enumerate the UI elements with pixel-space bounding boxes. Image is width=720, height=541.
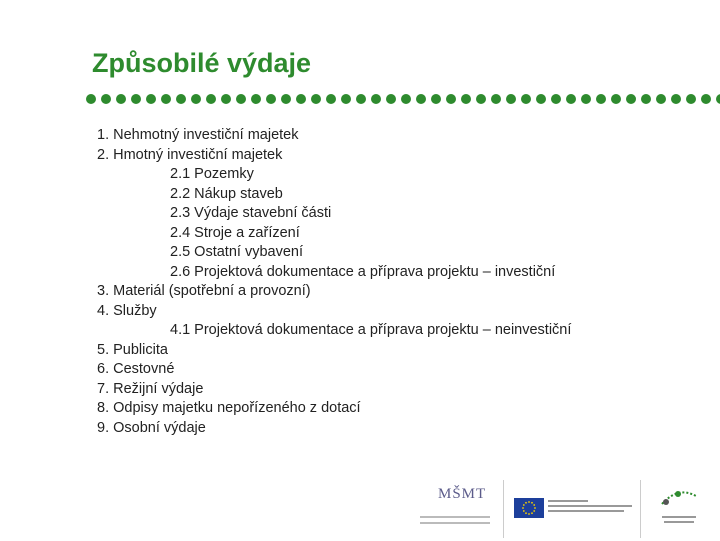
list-item: 2.5 Ostatní vybavení	[170, 244, 303, 260]
list-item: 1. Nehmotný investiční majetek	[97, 127, 299, 143]
eu-flag-icon	[514, 498, 544, 518]
list-item: 9. Osobní výdaje	[97, 419, 206, 436]
divider-dot	[476, 94, 486, 104]
divider-dot	[266, 94, 276, 104]
divider-dot	[521, 94, 531, 104]
divider-dot	[566, 94, 576, 104]
divider-dot	[551, 94, 561, 104]
divider-dot	[716, 94, 720, 104]
divider-dot	[386, 94, 396, 104]
eu-fund-text	[548, 500, 633, 515]
list-item: 6. Cestovné	[97, 361, 175, 377]
divider-dot	[371, 94, 381, 104]
list-item: 8. Odpisy majetku nepořízeného z dotací	[97, 400, 361, 416]
divider-dot	[446, 94, 456, 104]
expense-list	[97, 126, 571, 438]
divider-dot	[611, 94, 621, 104]
op-vpk-logo-icon	[652, 482, 704, 536]
list-item: 2.4 Stroje a zařízení	[170, 224, 300, 241]
divider-dot	[116, 94, 126, 104]
divider-dot	[236, 94, 246, 104]
divider-dot	[146, 94, 156, 104]
list-item: 2. Hmotný investiční majetek	[97, 146, 283, 163]
separator	[640, 480, 641, 538]
divider-dot	[326, 94, 336, 104]
slide-title: Způsobilé výdaje	[92, 48, 312, 78]
divider-dot	[461, 94, 471, 104]
separator	[503, 480, 504, 538]
divider-dot	[161, 94, 171, 104]
divider-dot	[491, 94, 501, 104]
list-item: 2.3 Výdaje stavební části	[170, 205, 332, 221]
list-item: 3. Materiál (spotřební a provozní)	[97, 283, 311, 299]
msmt-logo-icon	[418, 486, 492, 532]
divider-dot	[206, 94, 216, 104]
divider-dot	[221, 94, 231, 104]
dotted-divider	[86, 94, 720, 108]
divider-dot	[281, 94, 291, 104]
divider-dot	[701, 94, 711, 104]
divider-dot	[431, 94, 441, 104]
divider-dot	[191, 94, 201, 104]
list-item: 2.2 Nákup staveb	[170, 185, 283, 202]
divider-dot	[401, 94, 411, 104]
list-item: 2.6 Projektová dokumentace a příprava projektu – investiční	[170, 263, 556, 280]
divider-dot	[86, 94, 96, 104]
divider-dot	[656, 94, 666, 104]
divider-dot	[356, 94, 366, 104]
divider-dot	[311, 94, 321, 104]
divider-dot	[581, 94, 591, 104]
list-item: 7. Režijní výdaje	[97, 380, 204, 397]
list-item: 2.1 Pozemky	[170, 166, 254, 182]
divider-dot	[686, 94, 696, 104]
divider-dot	[506, 94, 516, 104]
divider-dot	[536, 94, 546, 104]
divider-dot	[671, 94, 681, 104]
msmt-mark: MŠMT	[438, 486, 487, 502]
divider-dot	[416, 94, 426, 104]
list-item: 5. Publicita	[97, 341, 168, 358]
list-item: 4.1 Projektová dokumentace a příprava projektu – neinvestiční	[170, 322, 572, 338]
divider-dot	[131, 94, 141, 104]
list-item: 4. Služby	[97, 302, 157, 319]
divider-dot	[176, 94, 186, 104]
divider-dot	[341, 94, 351, 104]
divider-dot	[596, 94, 606, 104]
divider-dot	[626, 94, 636, 104]
divider-dot	[641, 94, 651, 104]
divider-dot	[251, 94, 261, 104]
footer-logos	[0, 478, 720, 540]
divider-dot	[296, 94, 306, 104]
divider-dot	[101, 94, 111, 104]
